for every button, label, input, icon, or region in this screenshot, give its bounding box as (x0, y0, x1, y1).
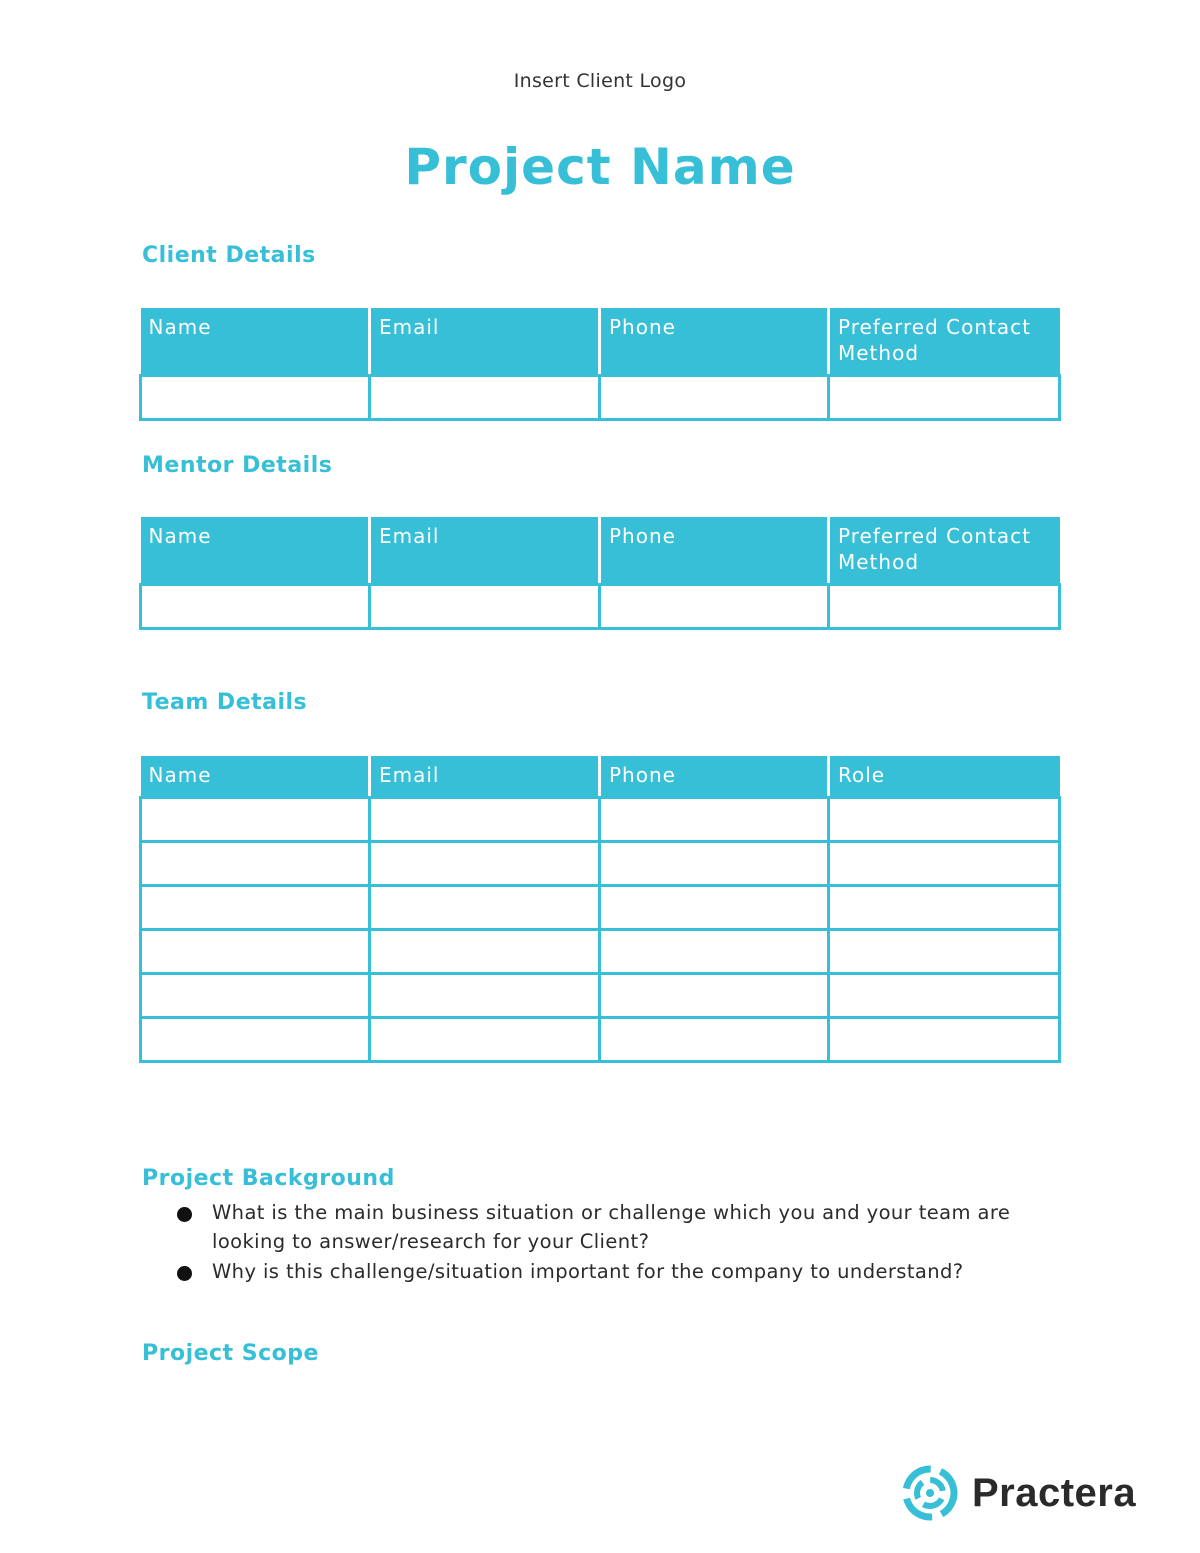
table-header-row (141, 517, 1060, 585)
table-cell[interactable] (600, 798, 829, 842)
project-scope-heading: Project Scope (142, 1341, 319, 1366)
column-header-name: Name (141, 517, 370, 585)
table-cell[interactable] (141, 974, 370, 1018)
logo-placeholder: Insert Client Logo (513, 70, 687, 92)
table-cell[interactable] (370, 842, 600, 886)
column-header-phone: Phone (600, 517, 829, 585)
table-cell[interactable] (141, 585, 370, 629)
column-header-phone: Phone (600, 756, 829, 798)
table-cell[interactable] (370, 376, 600, 420)
table-cell[interactable] (370, 974, 600, 1018)
table-cell[interactable] (370, 585, 600, 629)
table-cell[interactable] (600, 842, 829, 886)
table-cell[interactable] (370, 930, 600, 974)
list-item (172, 1257, 1052, 1286)
table-cell[interactable] (829, 376, 1060, 420)
table-row (141, 585, 1060, 629)
bullet-dot-icon (177, 1266, 192, 1281)
client-details-table (139, 308, 1061, 421)
page-title: Project Name (404, 138, 796, 196)
table-row (141, 842, 1060, 886)
table-cell[interactable] (141, 886, 370, 930)
column-header-email: Email (370, 756, 600, 798)
column-header-email: Email (370, 308, 600, 376)
team-details-heading: Team Details (142, 690, 308, 715)
table-row (141, 974, 1060, 1018)
table-cell[interactable] (370, 1018, 600, 1062)
column-header-name: Name (141, 756, 370, 798)
table-row (141, 886, 1060, 930)
table-cell[interactable] (600, 585, 829, 629)
table-cell[interactable] (141, 842, 370, 886)
brand-logo (902, 1463, 1136, 1523)
project-background-list (172, 1198, 1052, 1287)
column-header-preferred-contact: Preferred Contact Method (829, 308, 1060, 376)
bullet-dot-icon (177, 1207, 192, 1222)
table-cell[interactable] (370, 798, 600, 842)
column-header-role: Role (829, 756, 1060, 798)
column-header-email: Email (370, 517, 600, 585)
table-cell[interactable] (829, 930, 1060, 974)
table-row (141, 376, 1060, 420)
practera-swirl-icon (902, 1465, 958, 1521)
table-cell[interactable] (600, 886, 829, 930)
project-background-heading: Project Background (142, 1166, 395, 1191)
table-cell[interactable] (600, 1018, 829, 1062)
brand-name: Practera (972, 1470, 1137, 1515)
table-header-row (141, 756, 1060, 798)
table-cell[interactable] (600, 930, 829, 974)
table-cell[interactable] (600, 974, 829, 1018)
table-cell[interactable] (829, 974, 1060, 1018)
bullet-text: Why is this challenge/situation important for the company to understand? (212, 1260, 964, 1283)
table-cell[interactable] (370, 886, 600, 930)
list-item (172, 1198, 1052, 1256)
client-details-heading: Client Details (142, 243, 316, 268)
team-details-table (139, 756, 1061, 1063)
table-cell[interactable] (141, 376, 370, 420)
table-cell[interactable] (829, 798, 1060, 842)
table-row (141, 1018, 1060, 1062)
table-cell[interactable] (829, 1018, 1060, 1062)
table-cell[interactable] (141, 930, 370, 974)
table-cell[interactable] (600, 376, 829, 420)
mentor-details-heading: Mentor Details (142, 453, 333, 478)
table-cell[interactable] (829, 842, 1060, 886)
table-header-row (141, 308, 1060, 376)
table-cell[interactable] (829, 585, 1060, 629)
table-cell[interactable] (141, 798, 370, 842)
column-header-name: Name (141, 308, 370, 376)
table-row (141, 930, 1060, 974)
table-cell[interactable] (141, 1018, 370, 1062)
table-cell[interactable] (829, 886, 1060, 930)
bullet-text: What is the main business situation or challenge which you and your team are looking to answer/research for your Client? (212, 1201, 1011, 1253)
mentor-details-table (139, 517, 1061, 630)
column-header-preferred-contact: Preferred Contact Method (829, 517, 1060, 585)
column-header-phone: Phone (600, 308, 829, 376)
table-row (141, 798, 1060, 842)
